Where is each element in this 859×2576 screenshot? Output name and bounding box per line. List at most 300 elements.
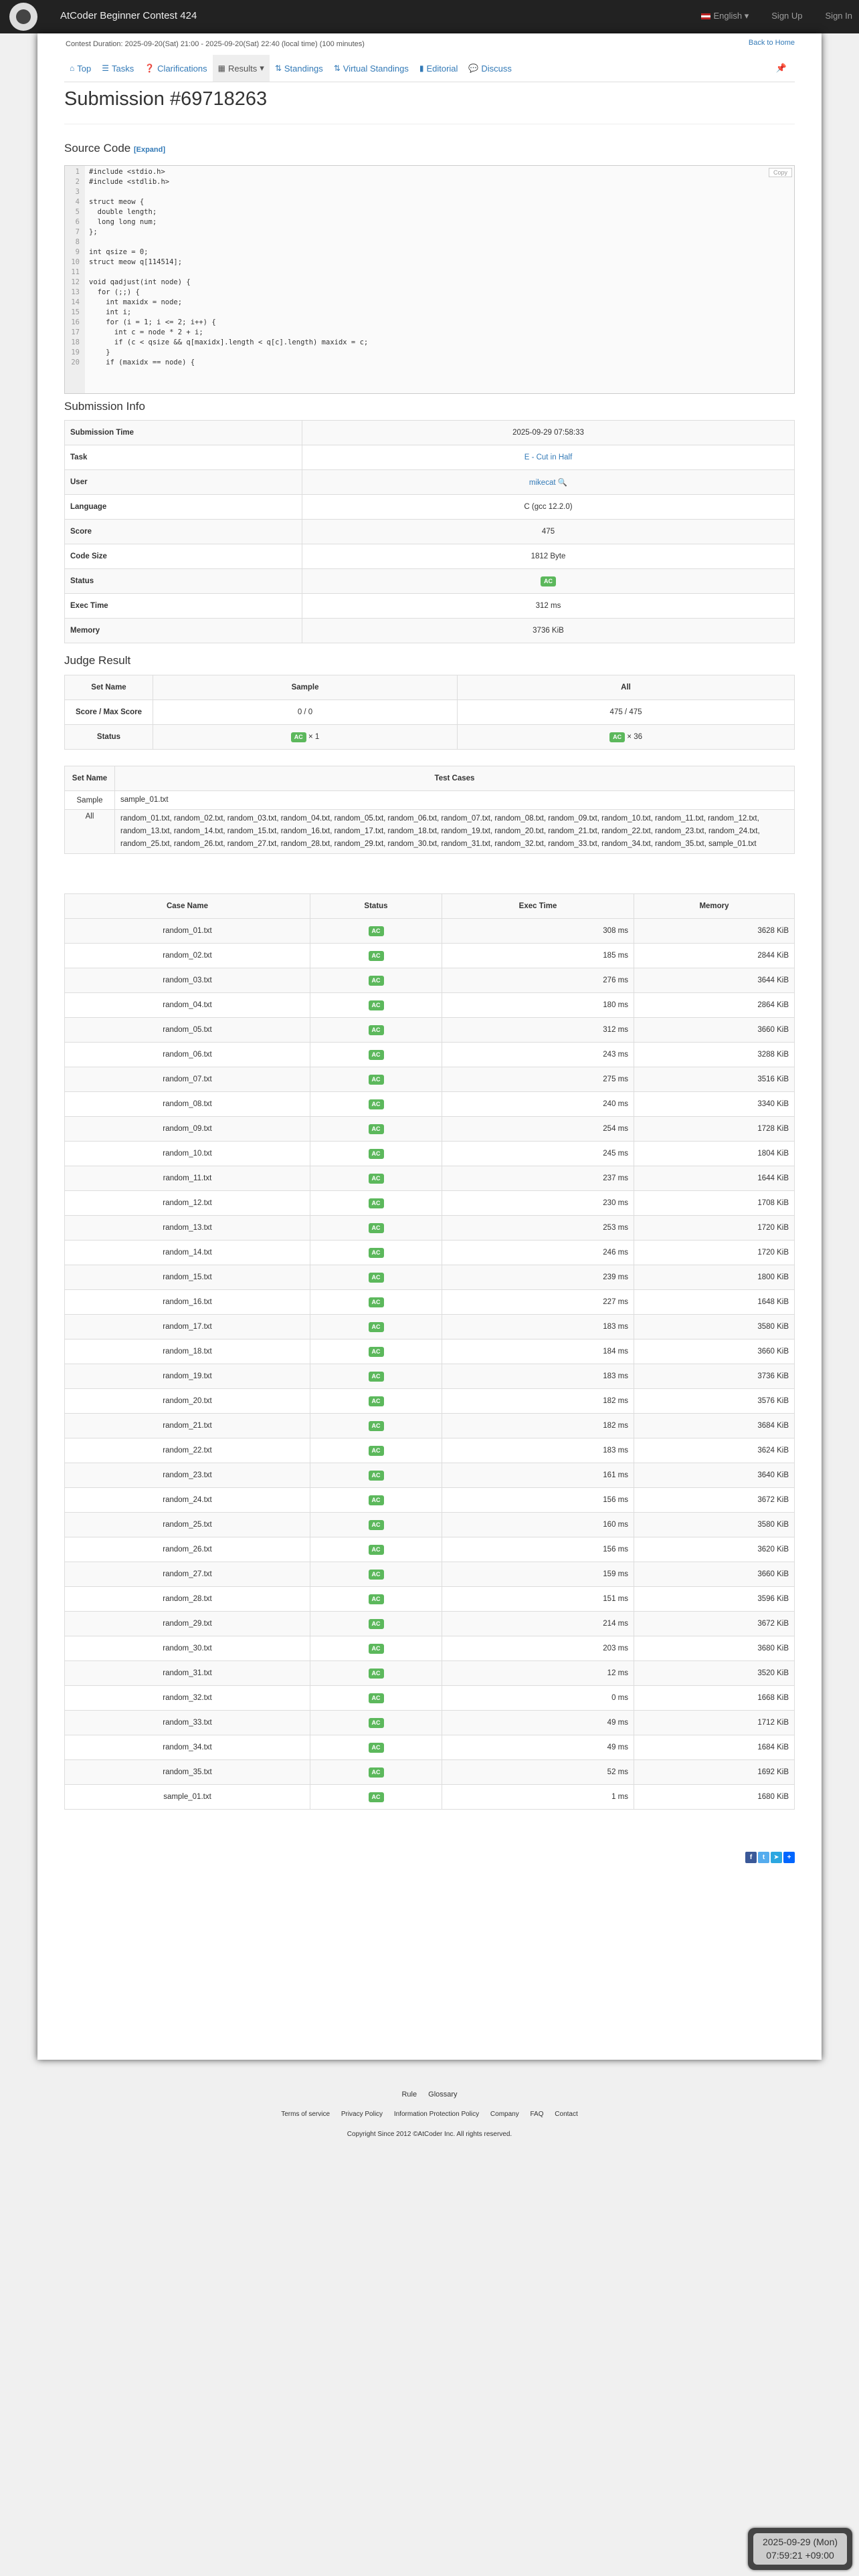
page-title: Submission #69718263 (64, 88, 268, 110)
case-status-cell (310, 1092, 442, 1117)
case-row (65, 1661, 795, 1686)
case-row (65, 1339, 795, 1364)
share-plus-icon[interactable]: + (783, 1852, 795, 1863)
code-line (65, 177, 368, 187)
case-memory: 1668 KiB (634, 1686, 795, 1711)
col-memory: Memory (634, 894, 795, 919)
footer-links-secondary (0, 2111, 859, 2118)
status-badge: AC (369, 1396, 384, 1406)
info-row-memory (65, 619, 795, 643)
case-name: random_21.txt (65, 1414, 310, 1438)
code-line (65, 197, 368, 207)
code-text: void qadjust(int node) { (89, 278, 191, 286)
footer-glossary-link[interactable]: Glossary (428, 2090, 458, 2099)
code-text: if (maxidx == node) { (89, 358, 195, 366)
footer-privacy-link[interactable]: Privacy Policy (341, 2111, 383, 2118)
status-badge: AC (369, 1471, 384, 1481)
case-row (65, 1265, 795, 1290)
case-status-cell (310, 1735, 442, 1760)
nav-results-label: Results (227, 63, 258, 74)
col-case-name: Case Name (65, 894, 310, 919)
line-number: 11 (71, 268, 80, 276)
sample-status-cell (153, 725, 458, 750)
case-name: random_25.txt (65, 1513, 310, 1537)
case-row (65, 919, 795, 944)
case-status-cell (310, 1636, 442, 1661)
case-exec-time: 243 ms (442, 1043, 634, 1067)
case-exec-time: 52 ms (442, 1760, 634, 1785)
code-text: int qsize = 0; (89, 248, 149, 256)
case-name: random_31.txt (65, 1661, 310, 1686)
case-memory: 1644 KiB (634, 1166, 795, 1191)
case-status-cell (310, 1488, 442, 1513)
footer-terms-link[interactable]: Terms of service (281, 2111, 330, 2118)
case-name: random_06.txt (65, 1043, 310, 1067)
case-row (65, 1092, 795, 1117)
footer-contact-link[interactable]: Contact (555, 2111, 578, 2118)
case-memory: 3672 KiB (634, 1612, 795, 1636)
task-cell (302, 445, 795, 470)
code-line (65, 267, 368, 278)
case-memory: 1648 KiB (634, 1290, 795, 1315)
code-text: }; (89, 228, 98, 236)
sets-row-sample (65, 791, 795, 810)
case-name: random_12.txt (65, 1191, 310, 1216)
set-name-all: All (65, 810, 115, 854)
case-name: random_28.txt (65, 1587, 310, 1612)
code-line (65, 167, 368, 177)
case-status-cell (310, 1117, 442, 1142)
sort-icon: ⇅ (333, 64, 341, 73)
case-exec-time: 182 ms (442, 1414, 634, 1438)
code-text: int c = node * 2 + i; (89, 328, 203, 336)
nav-discuss[interactable] (463, 55, 516, 82)
case-exec-time: 276 ms (442, 968, 634, 993)
case-memory: 1712 KiB (634, 1711, 795, 1735)
search-icon[interactable]: 🔍 (557, 479, 568, 487)
status-badge: AC (369, 1570, 384, 1580)
case-row (65, 1241, 795, 1265)
case-row (65, 1315, 795, 1339)
nav-virtual-standings[interactable] (328, 55, 414, 82)
case-exec-time: 214 ms (442, 1612, 634, 1636)
col-exec-time: Exec Time (442, 894, 634, 919)
info-row-submission-time (65, 421, 795, 445)
line-number: 19 (71, 348, 80, 356)
case-row (65, 1018, 795, 1043)
status-badge: AC (369, 1520, 384, 1530)
case-name: random_19.txt (65, 1364, 310, 1389)
code-text: struct meow q[114514]; (89, 258, 183, 266)
case-status-cell (310, 1414, 442, 1438)
status-badge: AC (369, 1025, 384, 1035)
case-row (65, 1686, 795, 1711)
line-number: 9 (75, 248, 80, 256)
case-name: random_11.txt (65, 1166, 310, 1191)
code-line (65, 257, 368, 267)
case-memory: 3624 KiB (634, 1438, 795, 1463)
language-value: C (gcc 12.2.0) (302, 495, 795, 520)
cases-table (64, 893, 795, 1810)
code-line (65, 237, 368, 247)
status-badge: AC (369, 1446, 384, 1456)
code-line (65, 217, 368, 227)
status-badge: AC (541, 576, 556, 586)
code-line (65, 187, 368, 197)
case-name: random_34.txt (65, 1735, 310, 1760)
case-row (65, 1785, 795, 1810)
case-name: random_27.txt (65, 1562, 310, 1587)
status-badge: AC (369, 1198, 384, 1208)
code-text: struct meow { (89, 198, 145, 206)
col-status: Status (310, 894, 442, 919)
footer-links-primary (0, 2090, 859, 2099)
case-memory: 3660 KiB (634, 1339, 795, 1364)
sample-cases-list: sample_01.txt (115, 791, 795, 810)
top-navbar (0, 0, 859, 33)
case-exec-time: 253 ms (442, 1216, 634, 1241)
case-name: random_29.txt (65, 1612, 310, 1636)
pin-icon[interactable]: 📌 (775, 63, 787, 73)
language-label: English (713, 11, 743, 21)
case-name: random_13.txt (65, 1216, 310, 1241)
case-status-cell (310, 1463, 442, 1488)
code-text: for (;;) { (89, 288, 140, 296)
case-row (65, 1587, 795, 1612)
status-badge: AC (369, 1174, 384, 1184)
case-memory: 3660 KiB (634, 1018, 795, 1043)
status-badge: AC (369, 1718, 384, 1728)
back-to-home-link[interactable]: Back to Home (748, 39, 795, 47)
code-line (65, 348, 368, 358)
case-name: random_07.txt (65, 1067, 310, 1092)
case-exec-time: 12 ms (442, 1661, 634, 1686)
all-status-cell (458, 725, 795, 750)
case-status-cell (310, 1043, 442, 1067)
user-cell (302, 470, 795, 495)
case-status-cell (310, 944, 442, 968)
status-badge: AC (369, 1421, 384, 1431)
contest-name[interactable]: AtCoder Beginner Contest 424 (60, 10, 197, 21)
case-name: random_23.txt (65, 1463, 310, 1488)
footer-ipp-link[interactable]: Information Protection Policy (393, 2111, 480, 2118)
line-number: 6 (75, 218, 80, 226)
table-icon: ▦ (217, 64, 225, 73)
judge-score-row (65, 700, 795, 725)
case-row (65, 1166, 795, 1191)
case-name: random_04.txt (65, 993, 310, 1018)
status-badge: AC (369, 1297, 384, 1307)
case-exec-time: 183 ms (442, 1364, 634, 1389)
case-exec-time: 203 ms (442, 1636, 634, 1661)
case-name: random_09.txt (65, 1117, 310, 1142)
case-memory: 3520 KiB (634, 1661, 795, 1686)
status-badge: AC (369, 1693, 384, 1703)
code-text: int i; (89, 308, 132, 316)
case-status-cell (310, 1265, 442, 1290)
clock-display (753, 2533, 847, 2565)
case-status-cell (310, 1760, 442, 1785)
case-row (65, 1290, 795, 1315)
submission-time-value: 2025-09-29 07:58:33 (302, 421, 795, 445)
case-memory: 1728 KiB (634, 1117, 795, 1142)
case-exec-time: 160 ms (442, 1513, 634, 1537)
line-number: 5 (75, 208, 80, 216)
code-line (65, 298, 368, 308)
case-exec-time: 275 ms (442, 1067, 634, 1092)
line-number: 20 (71, 358, 80, 366)
status-badge: AC (369, 1644, 384, 1654)
case-status-cell (310, 1339, 442, 1364)
sets-row-all (65, 810, 795, 854)
case-row (65, 1117, 795, 1142)
case-status-cell (310, 1216, 442, 1241)
line-number: 13 (71, 288, 80, 296)
col-test-cases: Test Cases (115, 766, 795, 791)
status-badge: AC (369, 1619, 384, 1629)
status-badge: AC (369, 1124, 384, 1134)
case-memory: 3516 KiB (634, 1067, 795, 1092)
col-set-name: Set Name (65, 675, 153, 700)
case-status-cell (310, 1513, 442, 1537)
nav-editorial[interactable] (414, 55, 464, 82)
score-row-label: Score / Max Score (65, 700, 153, 725)
facebook-icon[interactable]: f (745, 1852, 757, 1863)
case-row (65, 1414, 795, 1438)
sign-in-link[interactable]: Sign In (825, 11, 852, 21)
case-exec-time: 184 ms (442, 1339, 634, 1364)
atcoder-logo[interactable] (9, 3, 37, 31)
nav-tasks[interactable] (96, 55, 139, 82)
case-exec-time: 151 ms (442, 1587, 634, 1612)
submission-info-table (64, 420, 795, 643)
case-name: random_24.txt (65, 1488, 310, 1513)
case-exec-time: 239 ms (442, 1265, 634, 1290)
case-memory: 3628 KiB (634, 919, 795, 944)
line-number: 16 (71, 318, 80, 326)
code-line (65, 288, 368, 298)
source-code-heading (64, 142, 165, 155)
case-exec-time: 182 ms (442, 1389, 634, 1414)
case-name: random_15.txt (65, 1265, 310, 1290)
expand-link[interactable]: [Expand] (133, 146, 166, 154)
source-code-block[interactable] (64, 165, 795, 394)
case-status-cell (310, 1785, 442, 1810)
case-status-cell (310, 1241, 442, 1265)
judge-status-row (65, 725, 795, 750)
nav-editorial-label: Editorial (426, 63, 458, 74)
case-memory: 3580 KiB (634, 1315, 795, 1339)
code-lines (65, 167, 368, 368)
sets-header-row (65, 766, 795, 791)
code-line (65, 247, 368, 257)
code-line (65, 207, 368, 217)
exec-time-label: Exec Time (65, 594, 302, 619)
memory-label: Memory (65, 619, 302, 643)
case-status-cell (310, 1686, 442, 1711)
case-memory: 1708 KiB (634, 1191, 795, 1216)
status-badge: AC (369, 1223, 384, 1233)
footer-rule-link[interactable]: Rule (401, 2090, 417, 2099)
case-name: random_16.txt (65, 1290, 310, 1315)
user-label: User (65, 470, 302, 495)
case-exec-time: 308 ms (442, 919, 634, 944)
line-number: 17 (71, 328, 80, 336)
case-memory: 3596 KiB (634, 1587, 795, 1612)
status-badge: AC (369, 1000, 384, 1010)
status-badge: AC (369, 1669, 384, 1679)
footer-faq-link[interactable]: FAQ (530, 2111, 544, 2118)
status-badge: AC (369, 1050, 384, 1060)
case-row (65, 1711, 795, 1735)
cases-table-body (65, 919, 795, 1810)
case-memory: 3736 KiB (634, 1364, 795, 1389)
case-memory: 3672 KiB (634, 1488, 795, 1513)
clock-date: 2025-09-29 (Mon) (762, 2537, 838, 2547)
status-badge: AC (369, 1149, 384, 1159)
case-memory: 3580 KiB (634, 1513, 795, 1537)
language-dropdown[interactable]: English ▾ (701, 11, 749, 21)
language-label: Language (65, 495, 302, 520)
case-exec-time: 240 ms (442, 1092, 634, 1117)
case-name: random_30.txt (65, 1636, 310, 1661)
test-sets-table (64, 766, 795, 854)
line-number: 14 (71, 298, 80, 306)
case-exec-time: 254 ms (442, 1117, 634, 1142)
case-name: random_10.txt (65, 1142, 310, 1166)
case-status-cell (310, 1711, 442, 1735)
status-badge: AC (369, 1545, 384, 1555)
status-badge: AC (609, 732, 625, 742)
case-status-cell (310, 1661, 442, 1686)
case-name: random_22.txt (65, 1438, 310, 1463)
info-row-language (65, 495, 795, 520)
user-link[interactable]: mikecat (529, 479, 556, 487)
code-text: if (c < qsize && q[maxidx].length < q[c].length) maxidx = c; (89, 338, 369, 346)
case-row (65, 1438, 795, 1463)
case-status-cell (310, 1562, 442, 1587)
nav-clarifications[interactable] (139, 55, 212, 82)
task-label: Task (65, 445, 302, 470)
status-badge: AC (369, 926, 384, 936)
case-row (65, 1463, 795, 1488)
case-row (65, 1760, 795, 1785)
code-text: } (89, 348, 110, 356)
line-number: 4 (75, 198, 80, 206)
status-badge: AC (369, 1594, 384, 1604)
status-badge: AC (369, 1248, 384, 1258)
status-cell (302, 569, 795, 594)
case-memory: 3340 KiB (634, 1092, 795, 1117)
set-name-sample: Sample (65, 791, 115, 810)
case-status-cell (310, 1067, 442, 1092)
case-status-cell (310, 1612, 442, 1636)
status-badge: AC (369, 1792, 384, 1802)
nav-top-label: Top (77, 63, 92, 74)
submission-info-heading: Submission Info (64, 400, 145, 413)
all-cases-list: random_01.txt, random_02.txt, random_03.txt, random_04.txt, random_05.txt, random_06.txt, random_07.txt, random_08.txt, random_09.txt, random_10.txt, random_11.txt, random_12.txt, random_13.txt, random_14.txt, random_15.txt, random_16.txt, random_17.txt, random_18.txt, random_19.txt, random_20.txt, random_21.txt, random_22.txt, random_23.txt, random_24.txt, random_25.txt, random_26.txt, random_27.txt, random_28.txt, random_29.txt, random_30.txt, random_31.txt, random_32.txt, random_33.txt, random_34.txt, random_35.txt, sample_01.txt (115, 810, 795, 854)
code-text: int maxidx = node; (89, 298, 183, 306)
copy-button[interactable]: Copy (769, 168, 792, 177)
all-score: 475 / 475 (458, 700, 795, 725)
line-number: 2 (75, 178, 80, 186)
case-memory: 3640 KiB (634, 1463, 795, 1488)
status-badge: AC (369, 1743, 384, 1753)
status-badge: AC (369, 1075, 384, 1085)
us-flag-icon (701, 13, 710, 19)
status-badge: AC (369, 1099, 384, 1109)
code-line (65, 278, 368, 288)
judge-header-row (65, 675, 795, 700)
sample-score: 0 / 0 (153, 700, 458, 725)
col-set-name: Set Name (65, 766, 115, 791)
case-memory: 2864 KiB (634, 993, 795, 1018)
case-name: random_32.txt (65, 1686, 310, 1711)
case-memory: 3680 KiB (634, 1636, 795, 1661)
case-row (65, 1216, 795, 1241)
nav-top[interactable] (64, 55, 96, 82)
status-badge: AC (369, 1372, 384, 1382)
footer-company-link[interactable]: Company (490, 2111, 519, 2118)
case-row (65, 1636, 795, 1661)
info-row-user (65, 470, 795, 495)
nav-virtual-standings-label: Virtual Standings (343, 63, 409, 74)
contest-duration: Contest Duration: 2025-09-20(Sat) 21:00 - 2025-09-20(Sat) 22:40 (local time) (100 minutes) (66, 40, 365, 48)
case-row (65, 968, 795, 993)
sign-up-link[interactable]: Sign Up (771, 11, 803, 21)
line-number: 1 (75, 168, 80, 176)
info-row-task (65, 445, 795, 470)
sort-icon: ⇅ (274, 64, 282, 73)
case-name: random_01.txt (65, 919, 310, 944)
case-memory: 1684 KiB (634, 1735, 795, 1760)
line-number: 10 (71, 258, 80, 266)
twitter-icon[interactable]: t (758, 1852, 769, 1863)
code-size-label: Code Size (65, 544, 302, 569)
code-line (65, 328, 368, 338)
case-row (65, 1389, 795, 1414)
caret-down-icon: ▾ (260, 63, 264, 73)
code-line (65, 358, 368, 368)
source-code-heading-text: Source Code (64, 142, 131, 154)
case-memory: 3288 KiB (634, 1043, 795, 1067)
case-name: random_03.txt (65, 968, 310, 993)
nav-results-dropdown[interactable] (213, 55, 270, 82)
status-badge: AC (369, 1273, 384, 1283)
sample-count: × 1 (308, 732, 320, 741)
code-line (65, 338, 368, 348)
info-row-score (65, 520, 795, 544)
line-number: 8 (75, 238, 80, 246)
col-all: All (458, 675, 795, 700)
nav-standings[interactable] (270, 55, 328, 82)
case-status-cell (310, 919, 442, 944)
nav-tasks-label: Tasks (111, 63, 134, 74)
case-row (65, 1067, 795, 1092)
code-line (65, 227, 368, 237)
case-status-cell (310, 968, 442, 993)
case-exec-time: 185 ms (442, 944, 634, 968)
case-status-cell (310, 1191, 442, 1216)
code-text: for (i = 1; i <= 2; i++) { (89, 318, 216, 326)
memory-value: 3736 KiB (302, 619, 795, 643)
case-row (65, 993, 795, 1018)
task-link[interactable]: E - Cut in Half (524, 453, 573, 461)
case-exec-time: 183 ms (442, 1438, 634, 1463)
case-memory: 1804 KiB (634, 1142, 795, 1166)
telegram-icon[interactable]: ➤ (771, 1852, 782, 1863)
case-name: random_14.txt (65, 1241, 310, 1265)
